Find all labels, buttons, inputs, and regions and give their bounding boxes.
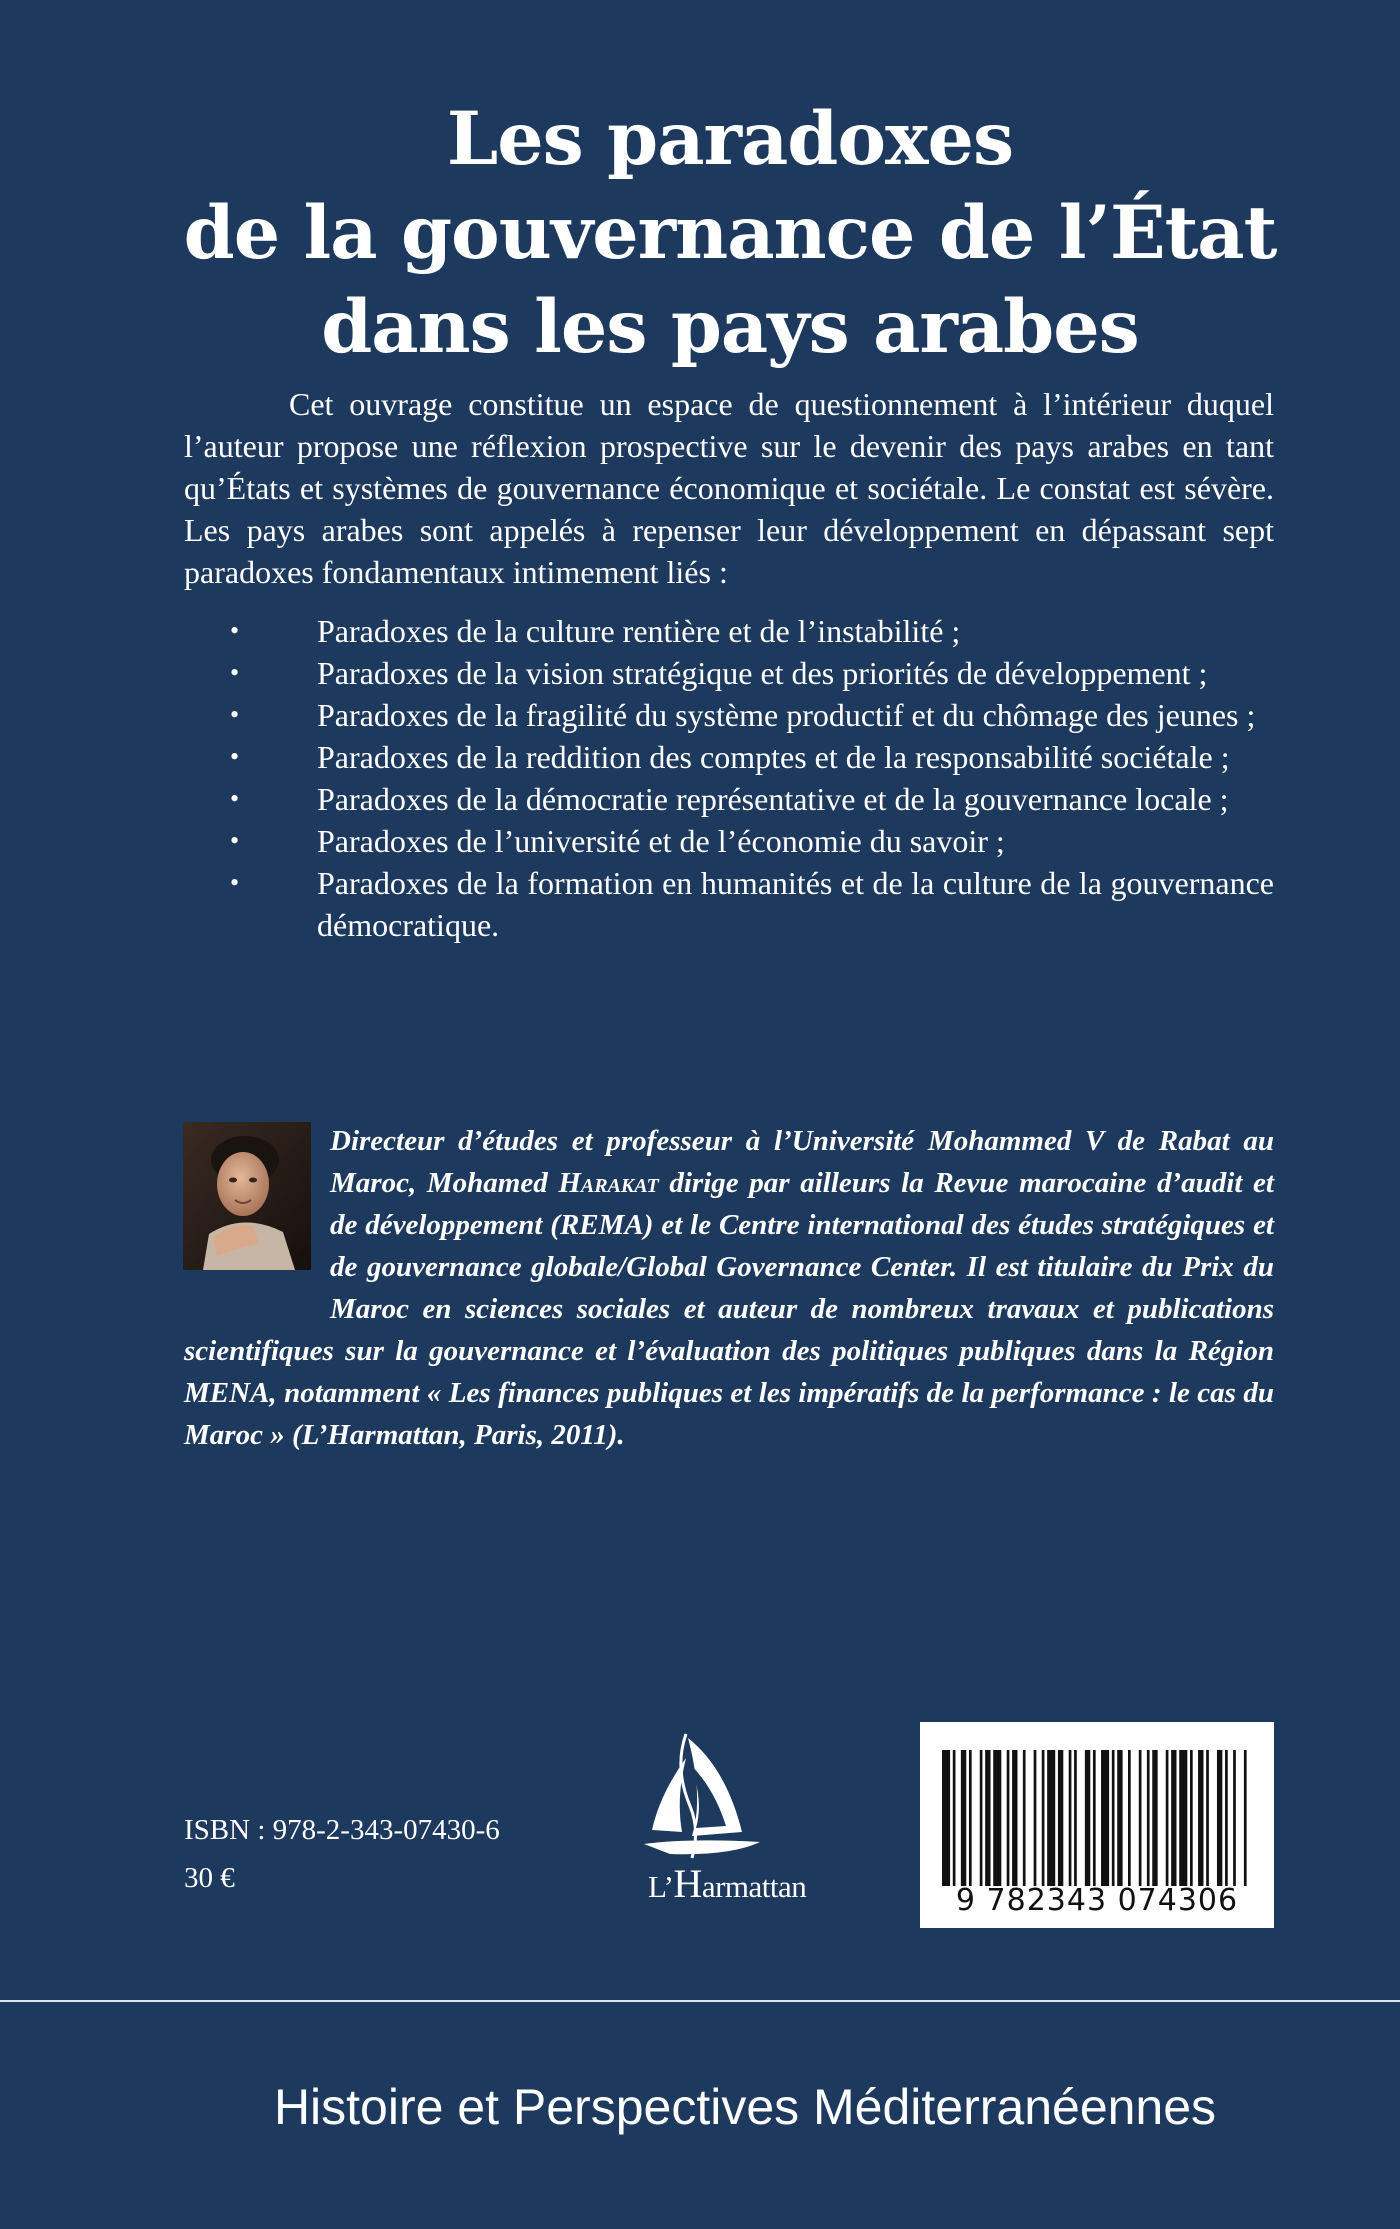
bio-text: Directeur d’études et professeur à l’Université Mohammed V de Rabat au Maroc, Mohamed [330, 1125, 1274, 1199]
list-item [230, 610, 1274, 652]
publisher-name: L’Harmattan [648, 1861, 807, 1906]
barcode-bar [1085, 1750, 1090, 1886]
barcode-bar [1171, 1750, 1176, 1886]
barcode-bar [1128, 1750, 1131, 1886]
list-item-text: Paradoxes de la reddition des comptes et de la responsabilité sociétale ; [317, 739, 1230, 775]
barcode-bar [1007, 1750, 1010, 1886]
bullet-icon: • [230, 742, 240, 771]
barcode-bar [1101, 1750, 1109, 1886]
bullet-icon: • [230, 868, 240, 897]
barcode-bar [980, 1750, 983, 1886]
barcode-bar [1244, 1750, 1247, 1886]
barcode-bar [1139, 1750, 1142, 1886]
list-item [230, 652, 1274, 694]
list-item-text: Paradoxes de la fragilité du système productif et du chômage des jeunes ; [317, 697, 1256, 733]
book-title [0, 92, 1400, 374]
barcode-bar [1179, 1750, 1187, 1886]
barcode-bar [1034, 1750, 1037, 1886]
barcode-bar [961, 1750, 966, 1886]
list-item-text: Paradoxes de la culture rentière et de l’instabilité ; [317, 613, 961, 649]
barcode-bars [942, 1750, 1252, 1886]
list-item [230, 862, 1274, 946]
barcode-bar [1112, 1750, 1115, 1886]
bullet-icon: • [230, 700, 240, 729]
barcode [920, 1722, 1274, 1928]
barcode-bar [1058, 1750, 1063, 1886]
bullet-icon: • [230, 658, 240, 687]
barcode-bar [1093, 1750, 1096, 1886]
barcode-bar [993, 1750, 1001, 1886]
author-surname: Harakat [558, 1167, 659, 1199]
barcode-bar [1190, 1750, 1193, 1886]
barcode-bar [1012, 1750, 1017, 1886]
list-item [230, 694, 1274, 736]
list-item-text: Paradoxes de l’université et de l’économie du savoir ; [317, 823, 1005, 859]
series-title: Histoire et Perspectives Méditerranéennes [273, 2079, 1217, 2135]
barcode-bar [953, 1750, 956, 1886]
list-item-text: Paradoxes de la formation en humanités et de la culture de la gouvernance démocratique. [317, 865, 1274, 943]
title-line: dans les pays arabes [321, 284, 1139, 370]
barcode-bar [1023, 1750, 1026, 1886]
barcode-bar [1147, 1750, 1150, 1886]
bullet-icon: • [230, 784, 240, 813]
barcode-bar [1074, 1750, 1077, 1886]
isbn-label: ISBN : 978-2-343-07430-6 [184, 1814, 500, 1846]
barcode-bar [1198, 1750, 1203, 1886]
title-line: Les paradoxes [446, 96, 1014, 182]
barcode-bar [942, 1750, 950, 1886]
divider [0, 2000, 1400, 2002]
barcode-bar [1152, 1750, 1157, 1886]
paradox-list [230, 610, 1274, 946]
barcode-bar [1225, 1750, 1228, 1886]
barcode-bar [1047, 1750, 1055, 1886]
bullet-icon: • [230, 616, 240, 645]
barcode-bar [1206, 1750, 1209, 1886]
barcode-bar [1166, 1750, 1169, 1886]
barcode-bar [1217, 1750, 1222, 1886]
barcode-bar [969, 1750, 972, 1886]
author-bio [184, 1120, 1274, 1456]
barcode-bar [985, 1750, 990, 1886]
list-item [230, 778, 1274, 820]
barcode-bar [1233, 1750, 1236, 1886]
bio-text: dirige par ailleurs la Revue marocaine d’audit et de développement (REMA) et le Centre international des études stratégiques et de gouvernance globale/Global Governance Center. Il est titulaire du Prix du Maroc en sciences sociales et auteur de nombreux travaux et publications scientifiques sur la gouvernance et l’évaluation des politiques publiques dans la Région MENA, notamment « Les finances publiques et les impératifs de la performance : le cas du Maroc » (L’Harmattan, Paris, 2011). [184, 1167, 1274, 1451]
bullet-icon: • [230, 826, 240, 855]
list-item [230, 820, 1274, 862]
list-item-text: Paradoxes de la démocratie représentative et de la gouvernance locale ; [317, 781, 1229, 817]
author-photo [183, 1122, 311, 1270]
price-label: 30 € [184, 1862, 235, 1894]
barcode-bar [1042, 1750, 1045, 1886]
barcode-bar [1117, 1750, 1122, 1886]
list-item-text: Paradoxes de la vision stratégique et des priorités de développement ; [317, 655, 1208, 691]
list-item [230, 736, 1274, 778]
barcode-digits: 9 782343 074306 [955, 1883, 1239, 1918]
barcode-bar [1069, 1750, 1072, 1886]
intro-paragraph: Cet ouvrage constitue un espace de questionnement à l’intérieur duquel l’auteur propose une réflexion prospective sur le devenir des pays arabes en tant qu’États et systèmes de gouvernance économique et sociétale. Le constat est sévère. Les pays arabes sont appelés à repenser leur développement en dépassant sept paradoxes fondamentaux intimement liés : [184, 386, 1274, 590]
title-line: de la gouvernance de l’État [183, 190, 1277, 276]
